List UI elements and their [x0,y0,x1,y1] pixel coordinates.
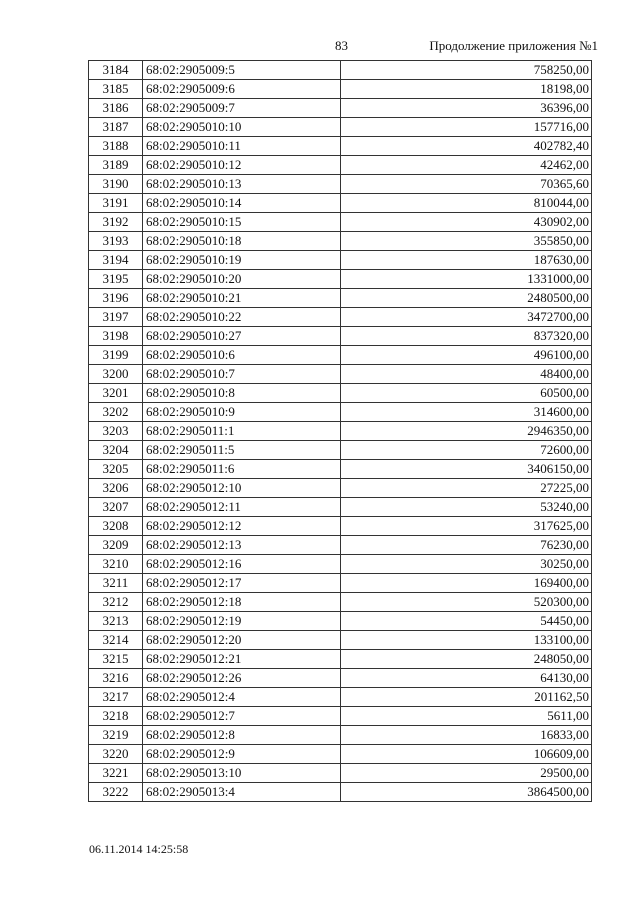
table-row [89,726,592,745]
row-number-cell: 3210 [89,555,143,574]
value-cell: 810044,00 [341,194,592,213]
cadastral-number-cell: 68:02:2905012:11 [143,498,341,517]
cadastral-number-cell: 68:02:2905012:17 [143,574,341,593]
value-cell: 54450,00 [341,612,592,631]
value-cell: 2946350,00 [341,422,592,441]
cadastral-number-cell: 68:02:2905010:18 [143,232,341,251]
value-cell: 402782,40 [341,137,592,156]
value-cell: 3472700,00 [341,308,592,327]
row-number-cell: 3220 [89,745,143,764]
value-cell: 3864500,00 [341,783,592,802]
cadastral-number-cell: 68:02:2905010:14 [143,194,341,213]
cadastral-number-cell: 68:02:2905012:16 [143,555,341,574]
table-row [89,707,592,726]
cadastral-number-cell: 68:02:2905012:8 [143,726,341,745]
value-cell: 430902,00 [341,213,592,232]
footer-timestamp: 06.11.2014 14:25:58 [89,842,189,856]
row-number-cell: 3208 [89,517,143,536]
value-cell: 157716,00 [341,118,592,137]
row-number-cell: 3186 [89,99,143,118]
value-cell: 42462,00 [341,156,592,175]
row-number-cell: 3202 [89,403,143,422]
table-row [89,631,592,650]
value-cell: 520300,00 [341,593,592,612]
table-row [89,80,592,99]
row-number-cell: 3214 [89,631,143,650]
cadastral-number-cell: 68:02:2905009:5 [143,61,341,80]
table-row [89,289,592,308]
value-cell: 133100,00 [341,631,592,650]
table-row [89,156,592,175]
table-row [89,536,592,555]
cadastral-number-cell: 68:02:2905012:10 [143,479,341,498]
table-row [89,783,592,802]
table-row [89,574,592,593]
table-row [89,99,592,118]
value-cell: 30250,00 [341,555,592,574]
table-row [89,650,592,669]
cadastral-number-cell: 68:02:2905010:9 [143,403,341,422]
cadastral-number-cell: 68:02:2905011:5 [143,441,341,460]
value-cell: 48400,00 [341,365,592,384]
row-number-cell: 3185 [89,80,143,99]
value-cell: 53240,00 [341,498,592,517]
row-number-cell: 3218 [89,707,143,726]
row-number-cell: 3200 [89,365,143,384]
value-cell: 64130,00 [341,669,592,688]
cadastral-number-cell: 68:02:2905010:8 [143,384,341,403]
table-row [89,555,592,574]
cadastral-number-cell: 68:02:2905012:7 [143,707,341,726]
cadastral-number-cell: 68:02:2905012:19 [143,612,341,631]
row-number-cell: 3196 [89,289,143,308]
value-cell: 76230,00 [341,536,592,555]
value-cell: 60500,00 [341,384,592,403]
row-number-cell: 3204 [89,441,143,460]
table-row [89,593,592,612]
row-number-cell: 3194 [89,251,143,270]
cadastral-number-cell: 68:02:2905012:13 [143,536,341,555]
row-number-cell: 3188 [89,137,143,156]
row-number-cell: 3193 [89,232,143,251]
cadastral-number-cell: 68:02:2905010:10 [143,118,341,137]
cadastral-number-cell: 68:02:2905013:10 [143,764,341,783]
page-number: 83 [335,38,348,53]
cadastral-number-cell: 68:02:2905012:4 [143,688,341,707]
row-number-cell: 3187 [89,118,143,137]
cadastral-number-cell: 68:02:2905013:4 [143,783,341,802]
table-row [89,669,592,688]
cadastral-number-cell: 68:02:2905011:1 [143,422,341,441]
value-cell: 2480500,00 [341,289,592,308]
table-row [89,327,592,346]
table-row [89,688,592,707]
row-number-cell: 3217 [89,688,143,707]
value-cell: 27225,00 [341,479,592,498]
table-row [89,251,592,270]
value-cell: 72600,00 [341,441,592,460]
row-number-cell: 3190 [89,175,143,194]
row-number-cell: 3205 [89,460,143,479]
table-row [89,365,592,384]
value-cell: 496100,00 [341,346,592,365]
table-row [89,346,592,365]
value-cell: 106609,00 [341,745,592,764]
row-number-cell: 3222 [89,783,143,802]
cadastral-number-cell: 68:02:2905010:20 [143,270,341,289]
value-cell: 29500,00 [341,764,592,783]
registry-table [88,60,592,802]
table-row [89,612,592,631]
cadastral-number-cell: 68:02:2905010:12 [143,156,341,175]
value-cell: 3406150,00 [341,460,592,479]
cadastral-number-cell: 68:02:2905010:19 [143,251,341,270]
value-cell: 70365,60 [341,175,592,194]
cadastral-number-cell: 68:02:2905009:6 [143,80,341,99]
table-row [89,498,592,517]
cadastral-number-cell: 68:02:2905012:18 [143,593,341,612]
row-number-cell: 3221 [89,764,143,783]
table-row [89,764,592,783]
row-number-cell: 3209 [89,536,143,555]
row-number-cell: 3215 [89,650,143,669]
cadastral-number-cell: 68:02:2905010:11 [143,137,341,156]
cadastral-number-cell: 68:02:2905010:6 [143,346,341,365]
row-number-cell: 3206 [89,479,143,498]
page-caption: Продолжение приложения №1 [429,38,598,53]
cadastral-number-cell: 68:02:2905011:6 [143,460,341,479]
cadastral-number-cell: 68:02:2905012:12 [143,517,341,536]
cadastral-number-cell: 68:02:2905009:7 [143,99,341,118]
cadastral-number-cell: 68:02:2905010:13 [143,175,341,194]
row-number-cell: 3201 [89,384,143,403]
cadastral-number-cell: 68:02:2905012:21 [143,650,341,669]
value-cell: 36396,00 [341,99,592,118]
table-row [89,745,592,764]
table-row [89,460,592,479]
value-cell: 16833,00 [341,726,592,745]
value-cell: 201162,50 [341,688,592,707]
table-row [89,61,592,80]
table-row [89,479,592,498]
value-cell: 317625,00 [341,517,592,536]
table-row [89,422,592,441]
cadastral-number-cell: 68:02:2905012:26 [143,669,341,688]
table-row [89,403,592,422]
row-number-cell: 3216 [89,669,143,688]
value-cell: 187630,00 [341,251,592,270]
table-row [89,308,592,327]
row-number-cell: 3184 [89,61,143,80]
cadastral-number-cell: 68:02:2905010:22 [143,308,341,327]
cadastral-number-cell: 68:02:2905010:27 [143,327,341,346]
cadastral-number-cell: 68:02:2905012:20 [143,631,341,650]
table-row [89,232,592,251]
cadastral-number-cell: 68:02:2905010:7 [143,365,341,384]
row-number-cell: 3191 [89,194,143,213]
row-number-cell: 3197 [89,308,143,327]
row-number-cell: 3203 [89,422,143,441]
value-cell: 355850,00 [341,232,592,251]
table-row [89,213,592,232]
row-number-cell: 3192 [89,213,143,232]
row-number-cell: 3211 [89,574,143,593]
row-number-cell: 3198 [89,327,143,346]
value-cell: 758250,00 [341,61,592,80]
row-number-cell: 3213 [89,612,143,631]
value-cell: 5611,00 [341,707,592,726]
table-row [89,175,592,194]
cadastral-number-cell: 68:02:2905010:21 [143,289,341,308]
row-number-cell: 3219 [89,726,143,745]
value-cell: 18198,00 [341,80,592,99]
table-row [89,384,592,403]
cadastral-number-cell: 68:02:2905012:9 [143,745,341,764]
row-number-cell: 3195 [89,270,143,289]
value-cell: 1331000,00 [341,270,592,289]
table-row [89,194,592,213]
row-number-cell: 3189 [89,156,143,175]
table-row [89,137,592,156]
cadastral-number-cell: 68:02:2905010:15 [143,213,341,232]
row-number-cell: 3199 [89,346,143,365]
value-cell: 248050,00 [341,650,592,669]
table-body [89,61,592,802]
table-row [89,270,592,289]
row-number-cell: 3207 [89,498,143,517]
value-cell: 837320,00 [341,327,592,346]
table-row [89,517,592,536]
value-cell: 169400,00 [341,574,592,593]
table-row [89,118,592,137]
table-row [89,441,592,460]
row-number-cell: 3212 [89,593,143,612]
value-cell: 314600,00 [341,403,592,422]
